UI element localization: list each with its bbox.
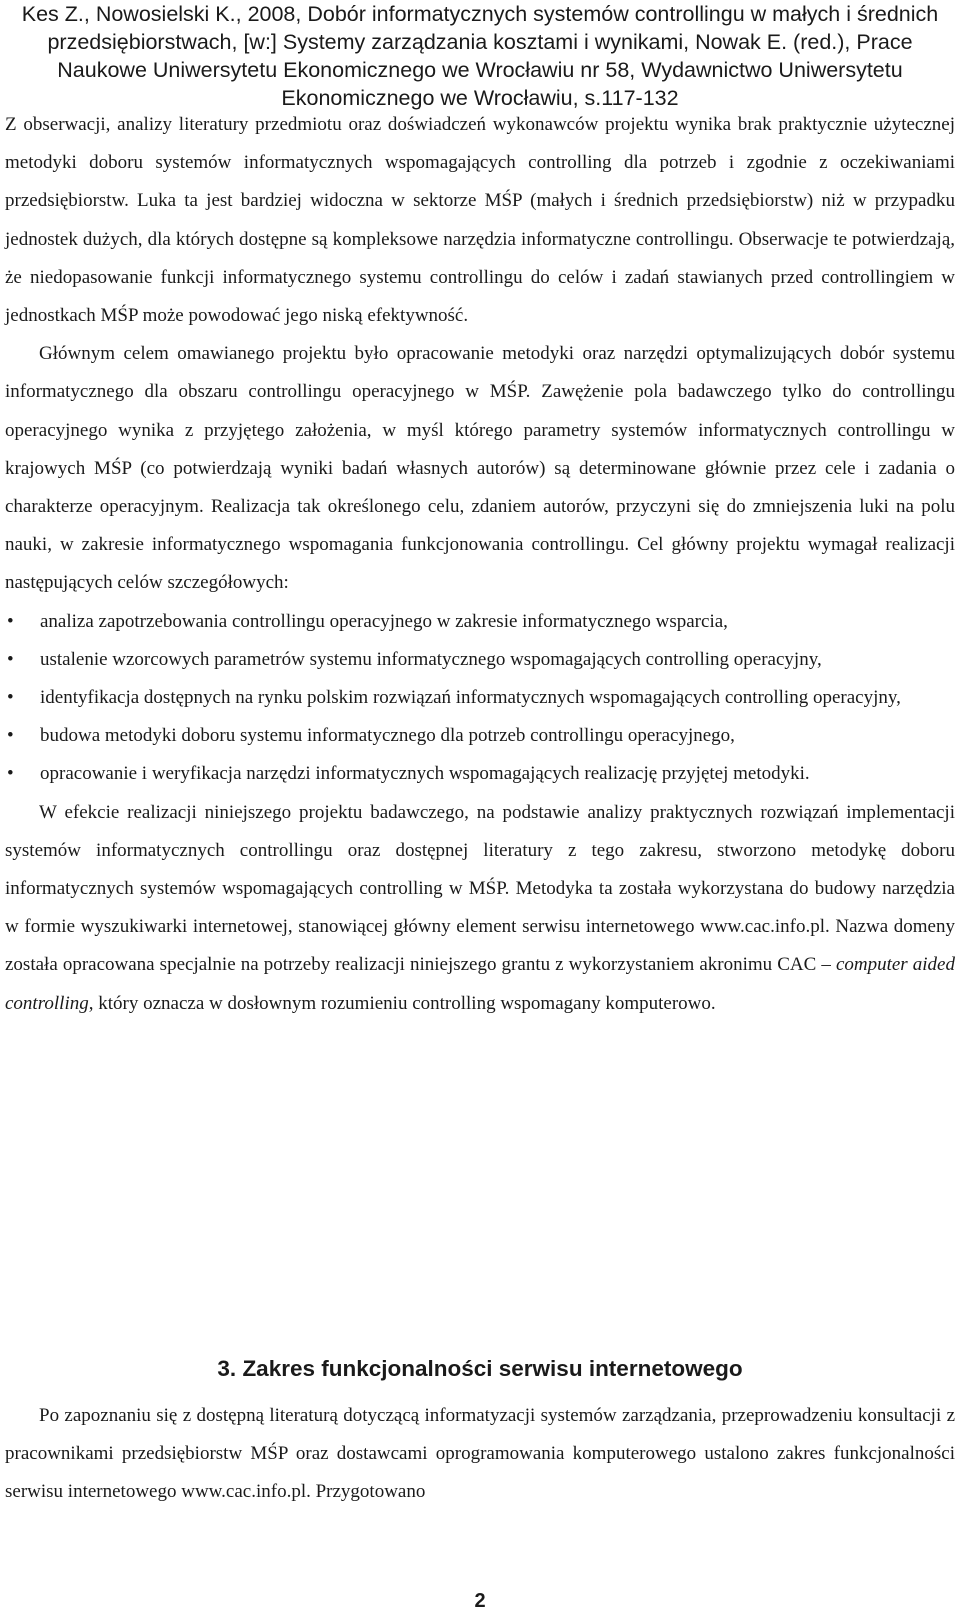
results-text-end: , który oznacza w dosłownym rozumieniu controlling wspomagany komputerowo. [88, 992, 716, 1014]
bullet-icon: • [7, 610, 14, 632]
list-item-text: opracowanie i weryfikacja narzędzi informatycznych wspomagających realizację przyjętej metodyki. [40, 763, 810, 785]
list-item-text: budowa metodyki doboru systemu informatycznego dla potrzeb controllingu operacyjnego, [40, 725, 735, 747]
list-item [5, 603, 955, 641]
bullet-icon: • [7, 648, 14, 670]
bullet-icon: • [7, 687, 14, 709]
list-item-text: ustalenie wzorcowych parametrów systemu informatycznego wspomagających controlling operacyjny, [40, 648, 822, 670]
paragraph-functionality-scope: Po zapoznaniu się z dostępną literaturą dotyczącą informatyzacji systemów zarządzania, przeprowadzeniu konsultacji z pracownikami przedsiębiorstw MŚP oraz dostawcami oprogramowania komputerowego ustalono zakres funkcjonalności serwisu internetowego www.cac.info.pl. Przygotowano [5, 1405, 955, 1503]
section-3-heading: 3. Zakres funkcjonalności serwisu internetowego [217, 1356, 743, 1381]
list-item [5, 679, 955, 717]
acronym-expansion: computer aided controlling [5, 954, 955, 1014]
list-item [5, 755, 955, 793]
section-2-body [5, 106, 955, 1023]
list-item-text: analiza zapotrzebowania controllingu operacyjnego w zakresie informatycznego wsparcia, [40, 610, 728, 632]
paragraph-project-results [5, 794, 955, 1023]
list-item [5, 717, 955, 755]
bullet-icon: • [7, 725, 14, 747]
paragraph-gap-observation: Z obserwacji, analizy literatury przedmiotu oraz doświadczeń wykonawców projektu wynika brak praktycznie użytecznej metodyki doboru systemów informatycznych wspomagających controlling dla potrzeb i zgodnie z oczekiwaniami przedsiębiorstw. Luka ta jest bardziej widoczna w sektorze MŚP (małych i średnich przedsiębiorstw) niż w przypadku jednostek dużych, dla których dostępne są kompleksowe narzędzia informatyczne controllingu. Obserwacje te potwierdzają, że niedopasowanie funkcji informatycznego systemu controllingu do celów i zadań stawianych przed controllingiem w jednostkach MŚP może powodować jego niską efektywność. [5, 114, 955, 327]
bullet-icon: • [7, 763, 14, 785]
list-item [5, 641, 955, 679]
specific-goals-list [5, 603, 955, 794]
section-3-body [5, 1397, 955, 1512]
bibliographic-reference: Kes Z., Nowosielski K., 2008, Dobór informatycznych systemów controllingu w małych i średnich przedsiębiorstwach, [w:] Systemy zarządzania kosztami i wynikami, Nowak E. (red.), Prace Naukowe Uniwersytetu Ekonomicznego we Wrocławiu nr 58, Wydawnictwo Uniwersytetu Ekonomicznego we Wrocławiu, s.117-132 [21, 2, 939, 110]
page-number: 2 [474, 1590, 486, 1612]
list-item-text: identyfikacja dostępnych na rynku polskim rozwiązań informatycznych wspomagających controlling operacyjny, [40, 687, 901, 709]
paragraph-project-goal: Głównym celem omawianego projektu było opracowanie metodyki oraz narzędzi optymalizujących dobór systemu informatycznego dla obszaru controllingu operacyjnego w MŚP. Zawężenie pola badawczego tylko do controllingu operacyjnego wynika z przyjętego założenia, w myśl którego parametry systemów informatycznych controllingu w krajowych MŚP (co potwierdzają wyniki badań własnych autorów) są determinowane głównie przez cele i zadania o charakterze operacyjnym. Realizacja tak określonego celu, zdaniem autorów, przyczyni się do zmniejszenia luki na polu nauki, w zakresie informatycznego wspomagania funkcjonowania controllingu. Cel główny projektu wymagał realizacji następujących celów szczegółowych: [5, 343, 955, 594]
results-text-start: W efekcie realizacji niniejszego projektu badawczego, na podstawie analizy praktycznych rozwiązań implementacji systemów informatycznych controllingu oraz dostępnej literatury z tego zakresu, stworzono metodykę doboru informatycznych systemów wspomagających controlling w MŚP. Metodyka ta została wykorzystana do budowy narzędzia w formie wyszukiwarki internetowej, stanowiącej główny element serwisu internetowego www.cac.info.pl. Nazwa domeny została opracowana specjalnie na potrzeby realizacji niniejszego grantu z wykorzystaniem akronimu CAC – [5, 801, 955, 976]
